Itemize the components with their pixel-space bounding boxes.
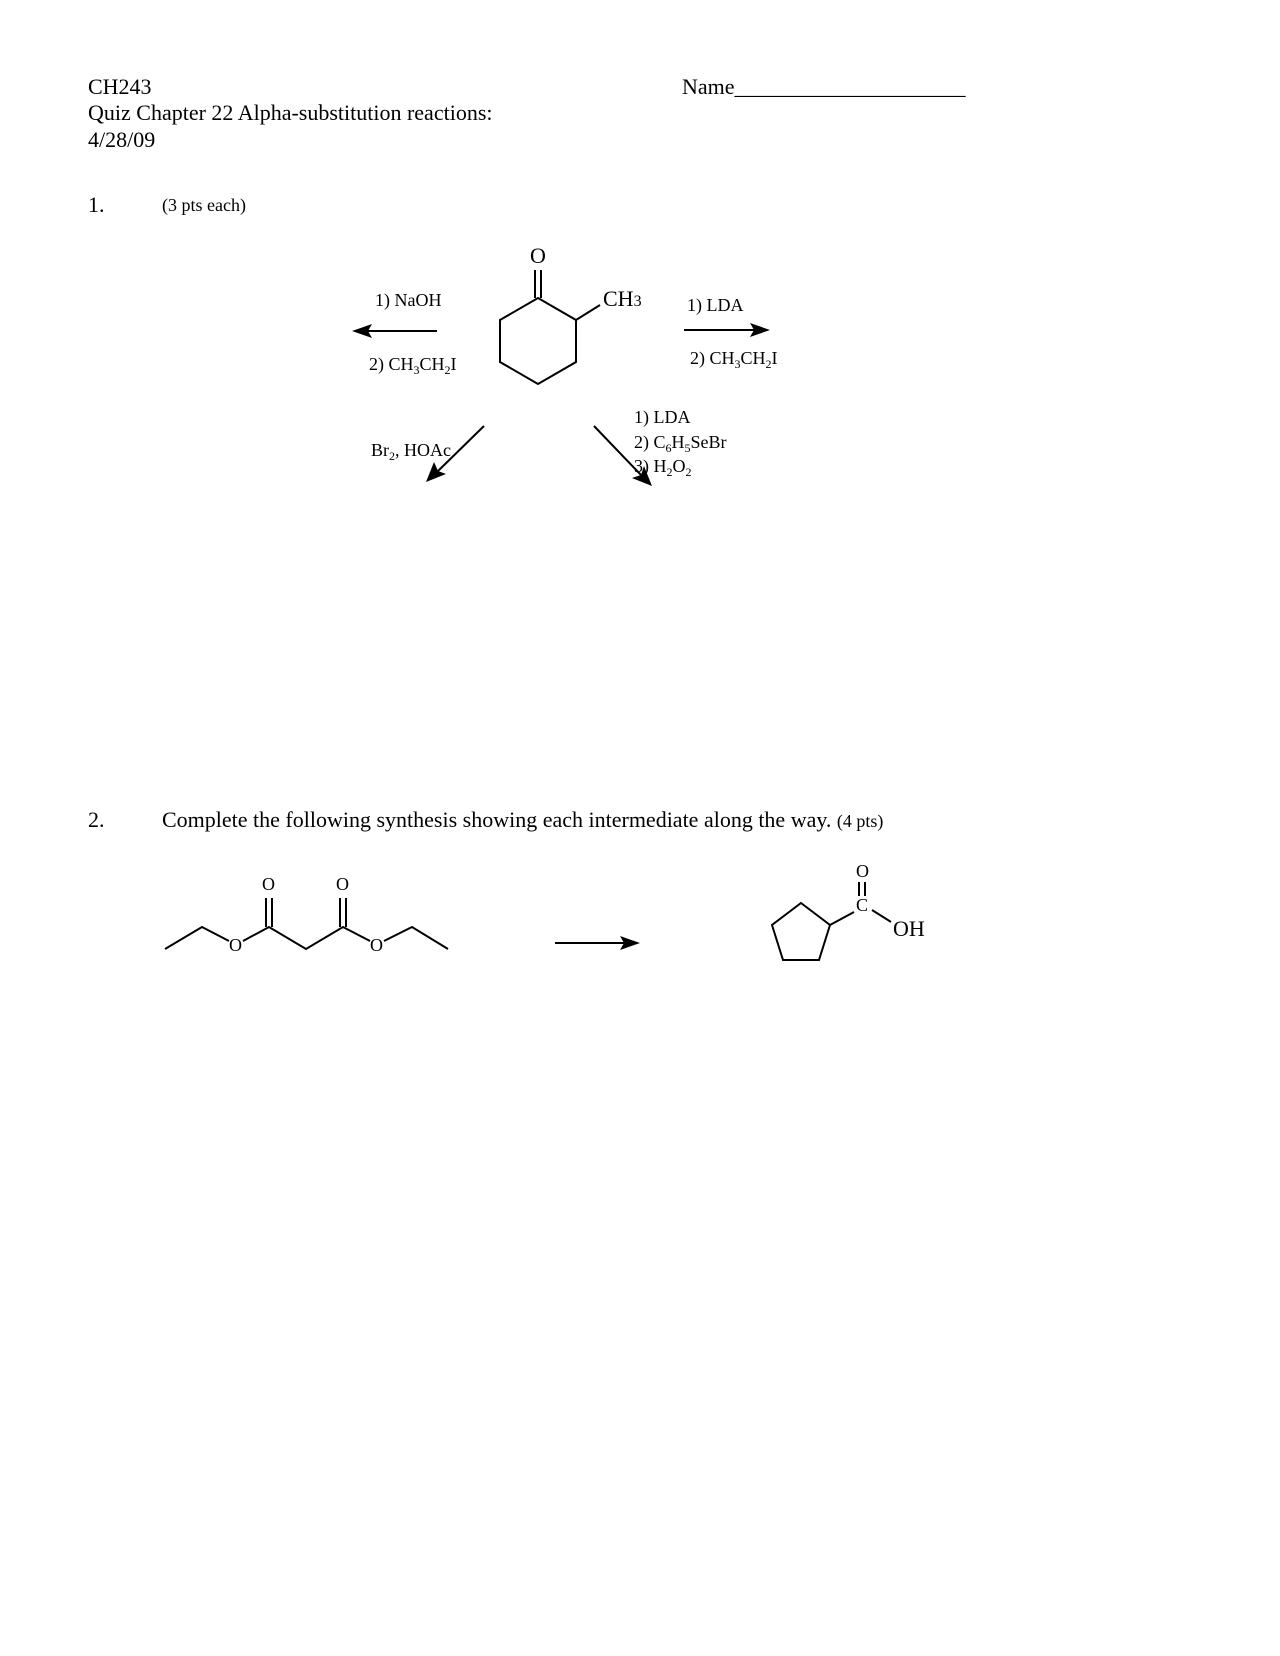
down-right-reagent-3-sub2b: 2: [685, 465, 692, 479]
question-2-points: (4 pts): [836, 811, 884, 831]
question-1-points: (3 pts each): [162, 195, 246, 215]
down-right-reagent-3-a: 3) H: [634, 456, 667, 476]
down-right-reagent-1: 1) LDA: [634, 407, 691, 427]
acid-oh-bond: [872, 910, 891, 922]
left-reagent-2-b: CH: [419, 354, 445, 374]
right-reagent-2-sub2: 2: [765, 357, 772, 371]
left-reagent-2-sub2: 2: [444, 363, 451, 377]
acid-carbonyl-oxygen: O: [856, 861, 869, 881]
down-left-reagent: [371, 440, 451, 461]
left-reagent-1: 1) NaOH: [375, 290, 442, 310]
malonate-chain: [165, 927, 229, 949]
malonate-ester-oxygen-2: O: [370, 935, 383, 955]
left-reagent-2: [369, 354, 457, 375]
left-reagent-2-c: I: [450, 354, 457, 374]
right-reagent-1: 1) LDA: [687, 295, 744, 315]
malonate-chain-center: [243, 927, 370, 949]
methyl-label: [603, 286, 642, 312]
cyclohexane-ring: [500, 298, 576, 384]
down-right-reagent-3-b: O: [672, 456, 686, 476]
methyl-ch: CH: [603, 286, 634, 311]
question-2-prompt-text: Complete the following synthesis showing each intermediate along the way.: [162, 807, 832, 832]
acid-hydroxyl: OH: [893, 916, 925, 941]
name-blank: _____________________: [734, 74, 966, 99]
down-right-reagent-2-a: 2) C: [634, 432, 666, 452]
down-right-reagent-2-sub6: 6: [665, 441, 672, 455]
down-left-reagent-br: Br: [371, 440, 389, 460]
down-left-reagent-sub2: 2: [389, 449, 395, 463]
question-1-number: 1.: [88, 192, 105, 217]
right-reagent-2-a: 2) CH: [690, 348, 735, 368]
question-2-number: 2.: [88, 807, 105, 832]
malonate-chain-right: [384, 927, 448, 949]
quiz-title: Quiz Chapter 22 Alpha-substitution reactions:: [88, 100, 493, 125]
down-right-reagent-3-sub2a: 2: [666, 465, 673, 479]
diethyl-malonate-structure: [165, 898, 448, 949]
malonate-ester-oxygen-1: O: [229, 935, 242, 955]
cyclopentanecarboxylic-acid-structure: [772, 882, 891, 960]
methyl-bond: [576, 305, 600, 320]
arrow-left: [352, 324, 437, 338]
methylcyclohexanone-structure: [500, 270, 600, 384]
left-reagent-2-a: 2) CH: [369, 354, 414, 374]
synthesis-arrow: [555, 936, 640, 950]
acid-carbon: C: [856, 895, 869, 915]
right-reagent-2-c: I: [771, 348, 778, 368]
ketone-oxygen-label: O: [530, 243, 546, 268]
right-reagent-2: [690, 348, 778, 369]
down-right-reagent-2-sub5: 5: [684, 441, 691, 455]
down-right-reagent-2: [634, 432, 727, 453]
arrow-right: [684, 323, 770, 337]
left-reagent-2-sub3: 3: [413, 363, 420, 377]
down-right-reagent-2-c: SeBr: [690, 432, 727, 452]
right-reagent-2-sub3: 3: [734, 357, 741, 371]
malonate-carbonyl-oxygen-2: O: [336, 874, 349, 894]
malonate-carbonyl-oxygen-1: O: [262, 874, 275, 894]
course-code: CH243: [88, 74, 152, 99]
down-right-reagent-3: [634, 456, 692, 477]
cyclopentane-ring: [772, 903, 830, 960]
methyl-three: 3: [633, 293, 642, 310]
name-label: Name: [682, 74, 735, 99]
question-2-prompt: [162, 807, 883, 834]
down-left-reagent-hoac: , HOAc: [395, 440, 451, 460]
quiz-date: 4/28/09: [88, 127, 156, 152]
right-reagent-2-b: CH: [740, 348, 766, 368]
carboxyl-bond: [830, 912, 854, 925]
down-right-reagent-2-b: H: [671, 432, 685, 452]
